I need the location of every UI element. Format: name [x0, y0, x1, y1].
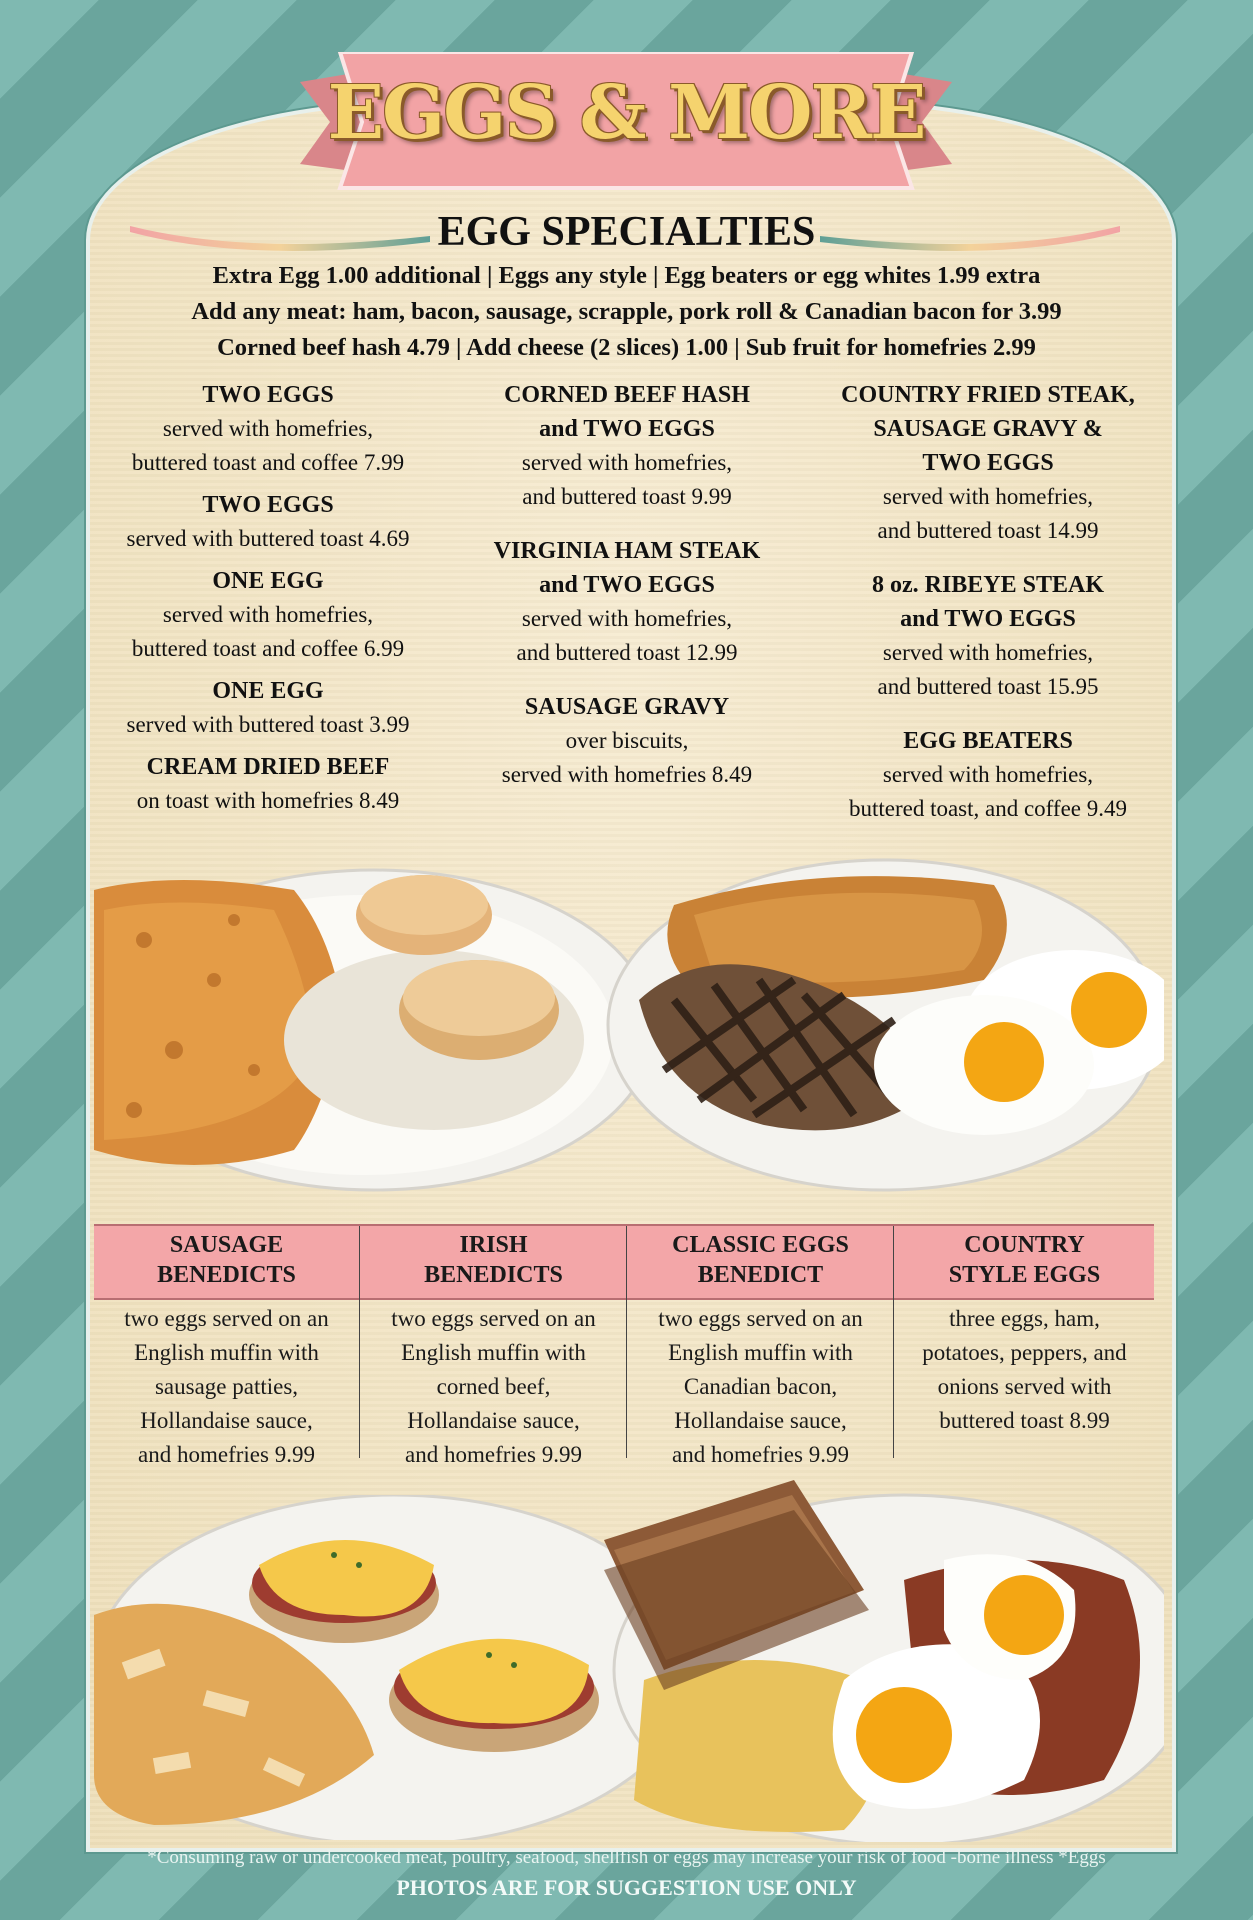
benedict-irish: [361, 1224, 626, 1472]
item-desc: served with homefries, and buttered toast 12.99: [516, 606, 738, 665]
menu-item: [100, 674, 436, 742]
info-line: Corned beef hash 4.79 | Add cheese (2 slices) 1.00 | Sub fruit for homefries 2.99: [217, 334, 1036, 361]
menu-column-3: [812, 378, 1164, 834]
specialties-info: [0, 258, 1253, 366]
photo-eggs-benedict: [94, 1495, 674, 1840]
item-desc: served with homefries, and buttered toast 9.99: [521, 450, 733, 509]
item-title: CREAM DRIED BEEF: [146, 754, 390, 780]
benedict-classic: [628, 1224, 893, 1472]
photo-biscuits-gravy: [94, 850, 634, 1200]
footer-disclaimer: PHOTOS ARE FOR SUGGESTION USE ONLY: [396, 1875, 857, 1900]
column-divider: [359, 1226, 360, 1458]
menu-column-1: [100, 378, 436, 826]
benedict-desc: two eggs served on an English muffin with sausage patties, Hollandaise sauce, and homefries 9.99: [124, 1306, 329, 1467]
menu-item: [100, 564, 436, 666]
item-title: TWO EGGS: [202, 382, 334, 408]
section-title-egg-specialties: EGG SPECIALTIES: [437, 209, 816, 255]
menu-item: [462, 534, 792, 670]
menu-item: [812, 378, 1164, 548]
item-title: EGG BEATERS: [903, 728, 1073, 754]
item-desc: served with buttered toast 3.99: [126, 712, 410, 737]
item-title: ONE EGG: [212, 568, 324, 594]
footer-warning: *Consuming raw or undercooked meat, poultry, seafood, shellfish or eggs may increase your risk of food -borne illness *Eggs: [147, 1847, 1106, 1868]
benedict-sausage: [94, 1224, 359, 1472]
item-title: 8 oz. RIBEYE STEAK and TWO EGGS: [871, 572, 1105, 632]
item-title: SAUSAGE GRAVY: [524, 694, 730, 720]
item-desc: over biscuits, served with homefries 8.49: [501, 728, 753, 787]
menu-item: [812, 724, 1164, 826]
benedict-title: SAUSAGE BENEDICTS: [157, 1232, 296, 1288]
menu-item: [100, 488, 436, 556]
column-divider: [626, 1226, 627, 1458]
benedict-title: COUNTRY STYLE EGGS: [948, 1232, 1101, 1288]
item-desc: served with homefries, buttered toast, and coffee 9.49: [848, 762, 1128, 821]
item-title: TWO EGGS: [202, 492, 334, 518]
menu-item: [462, 378, 792, 514]
item-desc: served with buttered toast 4.69: [126, 526, 410, 551]
benedict-title: CLASSIC EGGS BENEDICT: [672, 1232, 849, 1288]
menu-item: [100, 378, 436, 480]
benedict-desc: two eggs served on an English muffin with corned beef, Hollandaise sauce, and homefries 9.99: [391, 1306, 596, 1467]
item-title: VIRGINIA HAM STEAK and TWO EGGS: [493, 538, 761, 598]
benedict-desc: two eggs served on an English muffin with Canadian bacon, Hollandaise sauce, and homefries 9.99: [658, 1306, 863, 1467]
menu-item: [812, 568, 1164, 704]
benedict-desc: three eggs, ham, potatoes, peppers, and onions served with buttered toast 8.99: [922, 1306, 1127, 1433]
country-style-eggs: [895, 1224, 1154, 1438]
item-desc: on toast with homefries 8.49: [136, 788, 400, 813]
item-desc: served with homefries, and buttered toast 15.95: [877, 640, 1099, 699]
item-title: ONE EGG: [212, 678, 324, 704]
photo-steak-eggs: [604, 850, 1164, 1200]
column-divider: [893, 1226, 894, 1458]
item-desc: served with homefries, buttered toast and coffee 7.99: [131, 416, 405, 475]
menu-item: [100, 750, 436, 818]
info-line: Add any meat: ham, bacon, sausage, scrapple, pork roll & Canadian bacon for 3.99: [191, 298, 1062, 325]
item-title: CORNED BEEF HASH and TWO EGGS: [504, 382, 750, 442]
item-title: COUNTRY FRIED STEAK, SAUSAGE GRAVY & TWO EGGS: [841, 382, 1135, 476]
item-desc: served with homefries, buttered toast and coffee 6.99: [131, 602, 405, 661]
menu-column-2: [462, 378, 792, 800]
benedict-title: IRISH BENEDICTS: [424, 1232, 563, 1288]
info-line: Extra Egg 1.00 additional | Eggs any style | Egg beaters or egg whites 1.99 extra: [212, 262, 1041, 289]
menu-item: [462, 690, 792, 792]
photo-country-style-eggs: [604, 1480, 1164, 1842]
menu-title: EGGS & MORE: [327, 70, 925, 156]
item-desc: served with homefries, and buttered toast 14.99: [877, 484, 1099, 543]
